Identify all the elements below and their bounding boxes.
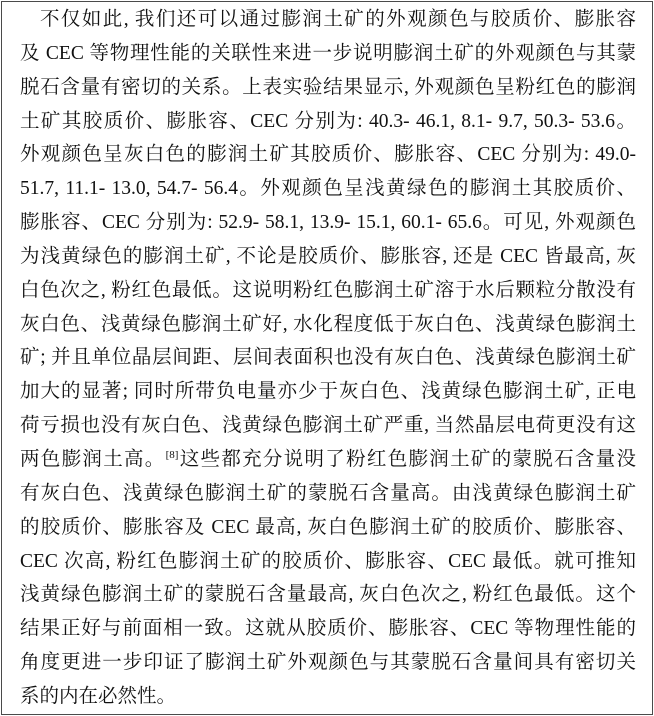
- text-line: 角度更进一步印证了膨润土矿外观颜色与其蒙脱石含量间具有密切关: [20, 652, 636, 674]
- text-line: 外观颜色呈灰白色的膨润土矿其胶质价、膨胀容、CEC 分别为: 49.0-: [20, 144, 636, 166]
- text-segment: 两色膨润土高。: [20, 448, 166, 470]
- text-line: 膨胀容、CEC 分别为: 52.9- 58.1, 13.9- 15.1, 60.1- 65.6。可见, 外观颜色: [20, 212, 636, 234]
- document-frame: [1, 1, 653, 715]
- body-paragraph: [20, 3, 636, 714]
- text-line: 白色次之, 粉红色最低。这说明粉红色膨润土矿溶于水后颗粒分散没有: [20, 279, 636, 301]
- text-line: 结果正好与前面相一致。这就从胶质价、膨胀容、CEC 等物理性能的: [20, 618, 636, 640]
- text-line: 不仅如此, 我们还可以通过膨润土矿的外观颜色与胶质价、膨胀容: [40, 9, 636, 30]
- text-line: 灰白色、浅黄绿色膨润土矿好, 水化程度低于灰白色、浅黄绿色膨润土: [20, 313, 636, 335]
- text-line: 加大的显著; 同时所带负电量亦少于灰白色、浅黄绿色膨润土矿, 正电: [20, 381, 636, 403]
- text-line: 的胶质价、膨胀容及 CEC 最高, 灰白色膨润土矿的胶质价、膨胀容、: [20, 516, 636, 538]
- text-line: 脱石含量有密切的关系。上表实验结果显示, 外观颜色呈粉红色的膨润: [20, 76, 636, 98]
- text-line: 及 CEC 等物理性能的关联性来进一步说明膨润土矿的外观颜色与其蒙: [20, 42, 636, 64]
- text-line: 矿; 并且单位晶层间距、层间表面积也没有灰白色、浅黄绿色膨润土矿: [20, 347, 636, 369]
- text-line: 有灰白色、浅黄绿色膨润土矿的蒙脱石含量高。由浅黄绿色膨润土矿: [20, 482, 636, 504]
- text-line: 土矿其胶质价、膨胀容、CEC 分别为: 40.3- 46.1, 8.1- 9.7, 50.3- 53.6。: [20, 110, 636, 132]
- citation-reference: [8]: [165, 448, 179, 461]
- text-line: 51.7, 11.1- 13.0, 54.7- 56.4。外观颜色呈浅黄绿色的膨润土其胶质价、: [20, 178, 636, 200]
- text-line-with-citation: [20, 443, 636, 477]
- text-line: 荷亏损也没有灰白色、浅黄绿色膨润土矿严重, 当然晶层电荷更没有这: [20, 415, 636, 437]
- text-line: CEC 次高, 粉红色膨润土矿的胶质价、膨胀容、CEC 最低。就可推知: [20, 550, 636, 572]
- text-line: 浅黄绿色膨润土矿的蒙脱石含量最高, 灰白色次之, 粉红色最低。这个: [20, 584, 636, 606]
- text-line: 系的内在必然性。: [20, 685, 177, 707]
- text-segment: 这些都充分说明了粉红色膨润土矿的蒙脱石含量没: [178, 448, 636, 470]
- text-line: 为浅黄绿色的膨润土矿, 不论是胶质价、膨胀容, 还是 CEC 皆最高, 灰: [20, 245, 636, 267]
